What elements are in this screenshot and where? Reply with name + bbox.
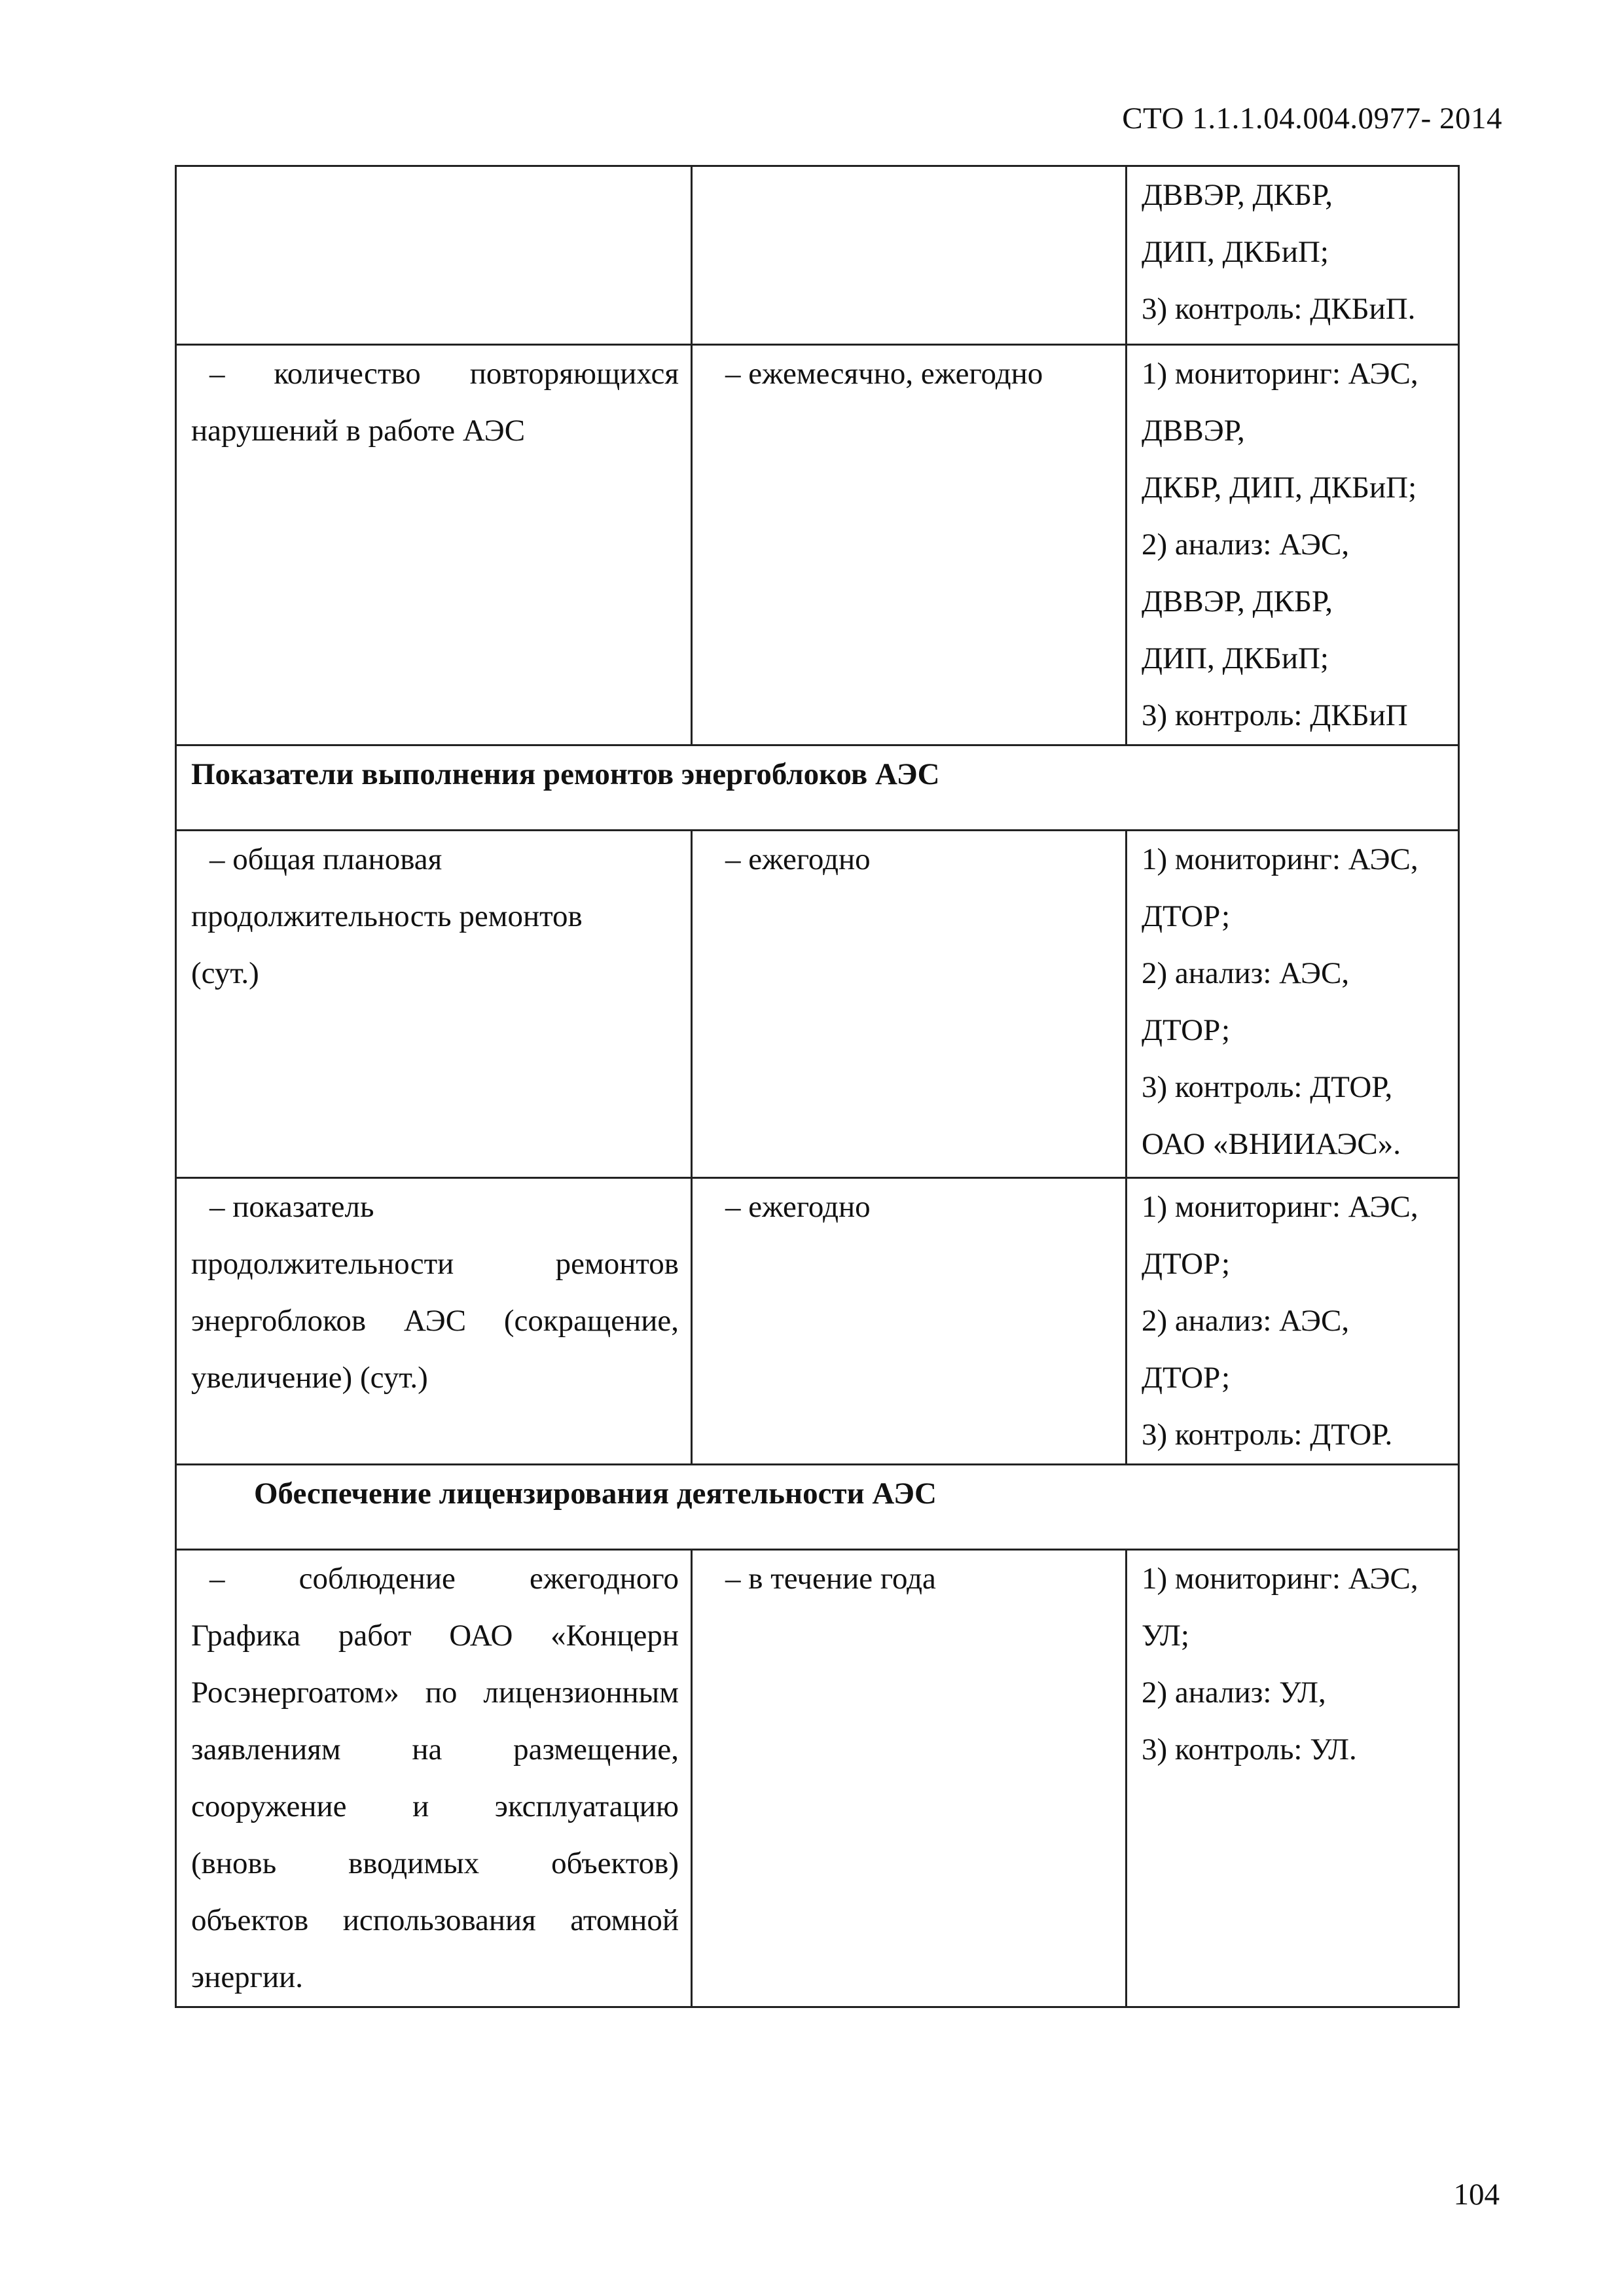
page-number: 104 [1453,2178,1500,2212]
cell-line: Росэнергоатом» по лицензионным [191,1676,679,1710]
cell-line: 1) мониторинг: АЭС, [1142,842,1418,876]
table-cell-indicator [176,345,692,745]
cell-line: – общая плановая [209,842,442,876]
cell-line: 1) мониторинг: АЭС, [1142,1190,1418,1224]
cell-line: ДТОР; [1142,1247,1231,1281]
cell-line: 3) контроль: УЛ. [1142,1732,1357,1767]
cell-line: энергии. [191,1960,304,1994]
cell-line: ДТОР; [1142,1013,1231,1047]
section-heading: Показатели выполнения ремонтов энергоблоков АЭС [176,745,1459,831]
table-cell-frequency [692,166,1127,345]
cell-line: – количество повторяющихся [209,357,679,391]
cell-line: Графика работ ОАО «Концерн [191,1619,679,1653]
cell-line: 3) контроль: ДТОР, [1142,1070,1393,1104]
cell-line: продолжительности ремонтов [191,1247,679,1281]
cell-line: ОАО «ВНИИАЭС». [1142,1127,1401,1161]
table-cell-indicator [176,166,692,345]
cell-line: 1) мониторинг: АЭС, [1142,357,1418,391]
cell-line: продолжительность ремонтов [191,899,583,933]
table-cell-responsible [1127,831,1459,1178]
table-cell-frequency [692,1550,1127,2007]
cell-line: объектов использования атомной [191,1903,679,1937]
cell-line: заявлениям на размещение, [191,1732,679,1767]
cell-line: нарушений в работе АЭС [191,414,526,448]
cell-line: – показатель [209,1190,374,1224]
cell-line: ДИП, ДКБиП; [1142,235,1329,269]
cell-line: УЛ; [1142,1619,1189,1653]
table-row [176,166,1459,345]
cell-line: ДВВЭР, ДКБР, [1142,584,1333,619]
cell-line: ДВВЭР, [1142,414,1245,448]
cell-line: 2) анализ: АЭС, [1142,528,1350,562]
cell-line: 3) контроль: ДКБиП. [1142,292,1416,326]
table-row [176,1178,1459,1465]
cell-line: 1) мониторинг: АЭС, [1142,1562,1418,1596]
cell-line: 2) анализ: АЭС, [1142,956,1350,990]
table-cell-indicator [176,831,692,1178]
table-row [176,831,1459,1178]
table-row [176,345,1459,745]
cell-line: энергоблоков АЭС (сокращение, [191,1304,679,1338]
cell-line: – ежегодно [725,1190,871,1224]
indicators-table [175,165,1460,2008]
cell-line: – ежемесячно, ежегодно [725,357,1043,391]
cell-line: ДТОР; [1142,1361,1231,1395]
cell-line: ДТОР; [1142,899,1231,933]
cell-line: ДИП, ДКБиП; [1142,641,1329,675]
cell-line: ДКБР, ДИП, ДКБиП; [1142,471,1417,505]
cell-line: 2) анализ: УЛ, [1142,1676,1326,1710]
table-cell-frequency [692,831,1127,1178]
cell-line: – ежегодно [725,842,871,876]
document-code: СТО 1.1.1.04.004.0977- 2014 [1122,101,1502,135]
table-section-row [176,1465,1459,1550]
table-cell-responsible [1127,166,1459,345]
table-cell-indicator [176,1178,692,1465]
cell-line: 3) контроль: ДТОР. [1142,1418,1393,1452]
table-row [176,1550,1459,2007]
section-heading: Обеспечение лицензирования деятельности АЭС [176,1465,1459,1550]
table-cell-responsible [1127,1178,1459,1465]
table-cell-frequency [692,345,1127,745]
cell-line: (сут.) [191,956,259,990]
cell-line: – в течение года [725,1562,936,1596]
table-cell-indicator [176,1550,692,2007]
cell-line: 3) контроль: ДКБиП [1142,698,1408,732]
cell-line: 2) анализ: АЭС, [1142,1304,1350,1338]
cell-line: сооружение и эксплуатацию [191,1789,679,1823]
table-cell-responsible [1127,1550,1459,2007]
table-cell-frequency [692,1178,1127,1465]
cell-line: (вновь вводимых объектов) [191,1846,679,1880]
cell-line: увеличение) (сут.) [191,1361,428,1395]
cell-line: ДВВЭР, ДКБР, [1142,178,1333,212]
cell-line: – соблюдение ежегодного [209,1562,679,1596]
table-cell-responsible [1127,345,1459,745]
table-section-row [176,745,1459,831]
